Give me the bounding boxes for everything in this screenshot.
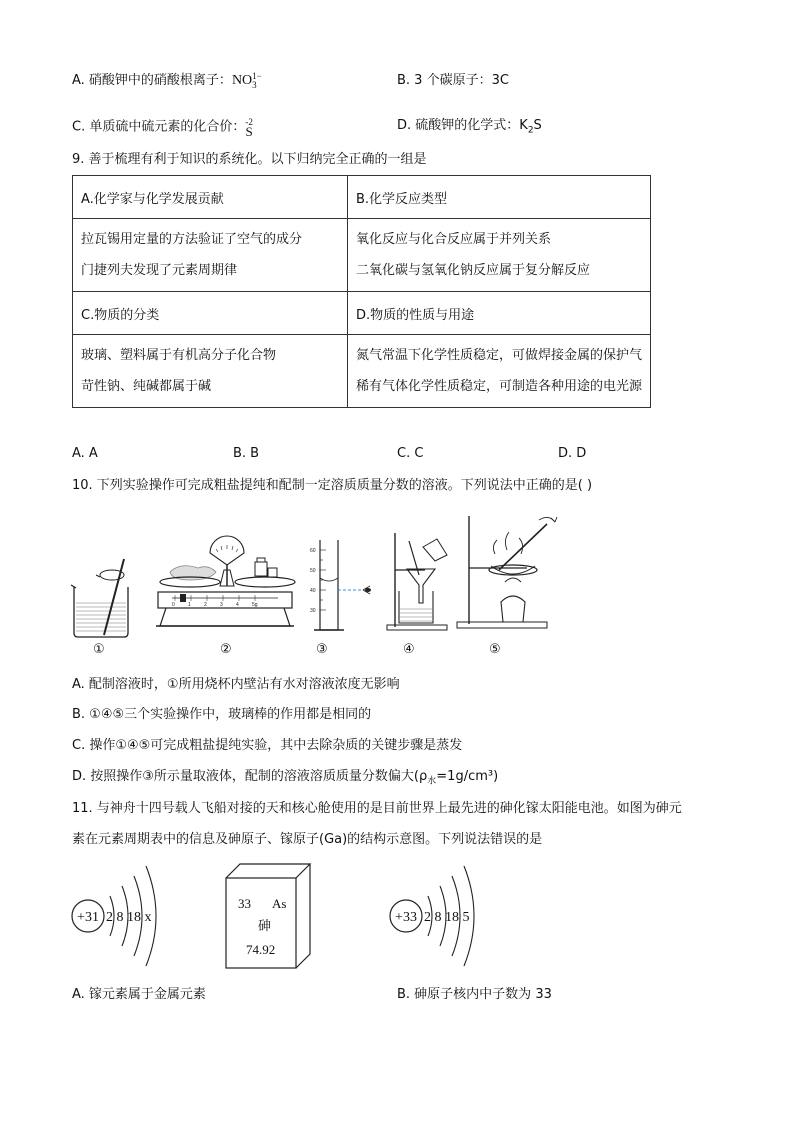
q9-option-c: C. C [397, 446, 424, 461]
arsenic-nucleus: +33 [395, 910, 417, 925]
q9-cell-a-header: A.化学家与化学发展贡献 [73, 176, 348, 219]
q9-stem: 9. 善于梳理有利于知识的系统化。以下归纳完全正确的一组是 [72, 152, 427, 167]
q8-option-d [397, 117, 542, 135]
q8-option-c-text: C. 单质硫中硫元素的化合价： [72, 119, 246, 135]
cylinder-tick-40: 40 [310, 588, 316, 594]
nitrate-base: NO [231, 73, 253, 89]
balance-tick-4: 4 [236, 602, 239, 608]
q9-a-line-1: 拉瓦锡用定量的方法验证了空气的成分 [81, 232, 303, 247]
q9-d-line-2: 稀有气体化学性质稳定，可制造各种用途的电光源 [355, 379, 642, 394]
q10-stem: 10. 下列实验操作可完成粗盐提纯和配制一定溶质质量分数的溶液。下列说法中正确的是( ) [72, 478, 593, 493]
arsenic-atomic-number: 33 [238, 896, 251, 911]
q8-option-c [72, 117, 253, 137]
sulfur-symbol: S [245, 124, 253, 139]
q10-option-d-text: D. 按照操作③所示量取液体，配制的溶液溶质质量分数偏大(ρ [72, 769, 428, 784]
evaporation-figure [455, 510, 565, 632]
figure-label-1: ① [93, 642, 105, 657]
cylinder-tick-50: 50 [310, 568, 316, 574]
q8-option-d-text: D. 硫酸钾的化学式：K [397, 118, 528, 133]
graduated-cylinder-figure [310, 538, 380, 638]
q8-option-a [72, 72, 262, 90]
arsenic-element-card [222, 862, 314, 972]
q9-cell-a-body [73, 219, 348, 292]
q10-option-d [72, 768, 498, 786]
sulfur-valence [245, 117, 253, 137]
balance-tick-1: 1 [188, 602, 191, 608]
figure-label-3: ③ [316, 642, 328, 657]
nitrate-formula [232, 73, 262, 88]
q8-option-a-text: A. 硝酸钾中的硝酸根离子： [72, 73, 232, 89]
nitrate-charge: 1− [252, 71, 262, 81]
beaker-stirring-figure [66, 555, 136, 640]
arsenic-name: 砷 [258, 919, 272, 934]
cylinder-tick-60: 60 [310, 548, 316, 554]
figure-label-5: ⑤ [489, 642, 501, 657]
q9-option-b: B. B [233, 446, 260, 461]
q10-option-c: C. 操作①④⑤可完成粗盐提纯实验，其中去除杂质的关键步骤是蒸发 [72, 738, 463, 753]
q9-cell-b-body [347, 219, 650, 292]
q9-option-a: A. A [72, 446, 98, 461]
figure-label-2: ② [220, 642, 232, 657]
potassium-subscript: 2 [527, 125, 534, 136]
q11-option-a: A. 镓元素属于金属元素 [72, 987, 206, 1002]
nitrate-subscript: 3 [252, 80, 257, 90]
gallium-nucleus: +31 [77, 910, 99, 925]
q10-option-b: B. ①④⑤三个实验操作中，玻璃棒的作用都是相同的 [72, 707, 372, 722]
arsenic-symbol: As [272, 896, 287, 911]
figure-label-4: ④ [403, 642, 415, 657]
q9-cell-d-body [347, 335, 650, 408]
q10-option-a: A. 配制溶液时，①所用烧杯内壁沾有水对溶液浓度无影响 [72, 677, 400, 692]
q11-option-b: B. 砷原子核内中子数为 33 [397, 987, 552, 1002]
valence-value: -2 [245, 117, 253, 127]
balance-tick-5: 5g [252, 602, 258, 608]
balance-tick-2: 2 [204, 602, 207, 608]
arsenic-shells: 2 8 18 5 [424, 910, 470, 925]
q9-cell-c-body [73, 335, 348, 408]
q10-option-d-tail: =1g/cm³) [436, 769, 499, 784]
q9-cell-c-header: C.物质的分类 [73, 292, 348, 335]
rho-subscript: 水 [427, 776, 437, 787]
q11-stem-line-2: 素在元素周期表中的信息及砷原子、镓原子(Ga)的结构示意图。下列说法错误的是 [72, 832, 543, 847]
arsenic-atomic-mass: 74.92 [246, 942, 276, 957]
filtration-figure [385, 525, 460, 633]
balance-figure [150, 540, 300, 635]
q11-stem-line-1: 11. 与神舟十四号载人飞船对接的天和核心舱使用的是目前世界上最先进的砷化镓太阳能电池。如图为砷元 [72, 801, 682, 816]
balance-tick-3: 3 [220, 602, 223, 608]
q9-c-line-1: 玻璃、塑料属于有机高分子化合物 [81, 348, 277, 363]
q8-option-d-suffix: S [533, 118, 542, 133]
q9-cell-b-header: B.化学反应类型 [347, 176, 650, 219]
arsenic-atom-diagram [388, 862, 508, 972]
q9-cell-d-header: D.物质的性质与用途 [347, 292, 650, 335]
q9-table [72, 175, 651, 408]
gallium-shells: 2 8 18 x [106, 910, 152, 925]
q9-a-line-2: 门捷列夫发现了元素周期律 [81, 263, 238, 278]
balance-tick-0: 0 [172, 602, 175, 608]
q9-c-line-2: 苛性钠、纯碱都属于碱 [81, 379, 212, 394]
q9-option-d: D. D [558, 446, 587, 461]
gallium-atom-diagram [70, 862, 190, 972]
q8-option-b: B. 3 个碳原子：3C [397, 73, 509, 88]
q9-d-line-1: 氮气常温下化学性质稳定，可做焊接金属的保护气 [355, 348, 642, 363]
q9-b-line-2: 二氧化碳与氢氧化钠反应属于复分解反应 [355, 263, 590, 278]
cylinder-tick-30: 30 [310, 608, 316, 614]
q9-b-line-1: 氧化反应与化合反应属于并列关系 [355, 232, 551, 247]
